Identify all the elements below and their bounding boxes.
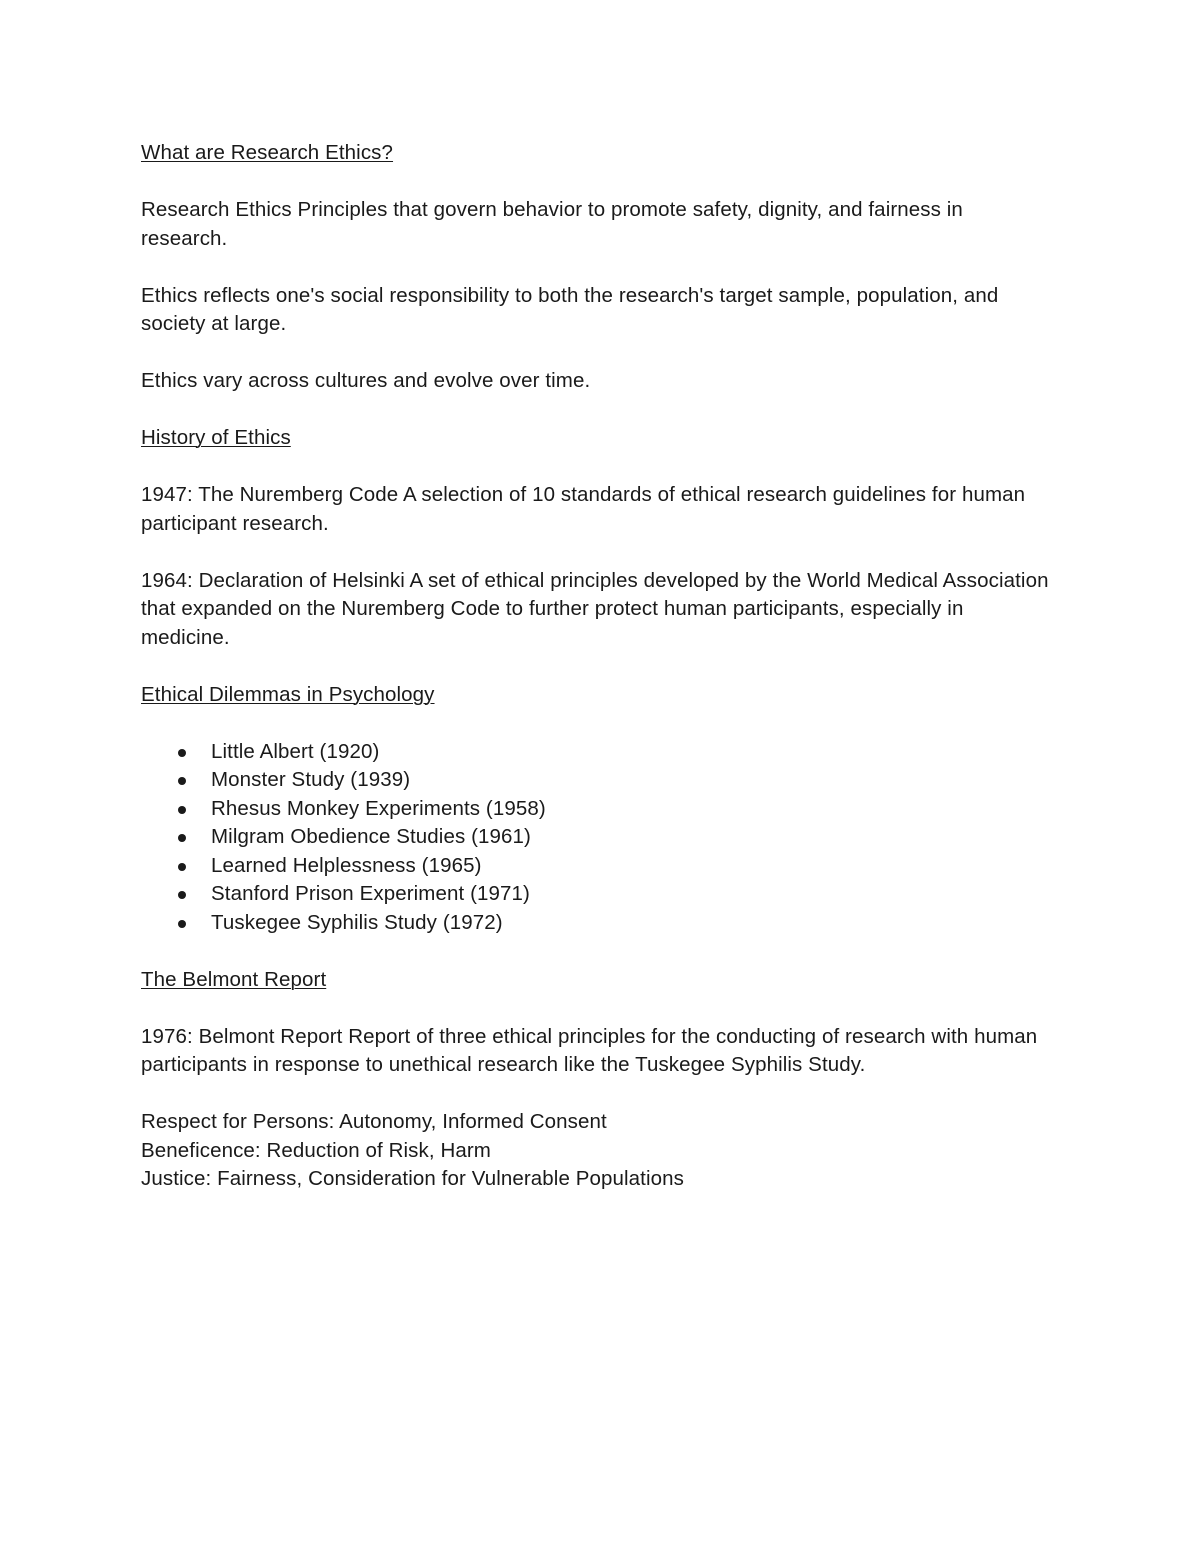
list-item (141, 766, 1051, 795)
list-item (141, 823, 1051, 852)
list-item-text: Milgram Obedience Studies (1961) (211, 825, 531, 848)
paragraph-ethics-vary: Ethics vary across cultures and evolve over time. (141, 369, 591, 392)
list-item (141, 852, 1051, 881)
bullet-icon (178, 834, 186, 842)
section-heading-research-ethics: What are Research Ethics? (141, 141, 394, 164)
list-item (141, 795, 1051, 824)
principle-respect-for-persons: Respect for Persons: Autonomy, Informed Consent (141, 1110, 607, 1133)
bullet-icon (178, 891, 186, 899)
dilemmas-list (141, 738, 1051, 938)
principle-beneficence: Beneficence: Reduction of Risk, Harm (141, 1138, 491, 1162)
section-heading-history: History of Ethics (141, 426, 291, 449)
list-item-text: Stanford Prison Experiment (1971) (211, 882, 530, 905)
list-item-text: Tuskegee Syphilis Study (1972) (211, 910, 503, 934)
paragraph-belmont-report: 1976: Belmont Report Report of three ethical principles for the conducting of research with human participants in response to unethical research like the Tuskegee Syphilis Study. (141, 1024, 1038, 1076)
paragraph-social-responsibility: Ethics reflects one's social responsibility to both the research's target sample, population, and society at large. (141, 283, 999, 335)
list-item (141, 909, 1051, 938)
paragraph-nuremberg-code: 1947: The Nuremberg Code A selection of 10 standards of ethical research guidelines for human participant research. (141, 483, 1026, 535)
document-page (141, 139, 1051, 1194)
list-item-text: Monster Study (1939) (211, 768, 411, 791)
paragraph-research-ethics-definition: Research Ethics Principles that govern behavior to promote safety, dignity, and fairness in research. (141, 198, 963, 250)
section-heading-belmont: The Belmont Report (141, 967, 327, 991)
section-heading-dilemmas: Ethical Dilemmas in Psychology (141, 682, 435, 706)
list-item (141, 738, 1051, 767)
bullet-icon (178, 806, 186, 814)
bullet-icon (178, 749, 186, 757)
list-item-text: Rhesus Monkey Experiments (1958) (211, 796, 546, 820)
paragraph-helsinki: 1964: Declaration of Helsinki A set of ethical principles developed by the World Medical Association that expanded on the Nuremberg Code to further protect human participants, especially in medicine. (141, 568, 1049, 649)
bullet-icon (178, 920, 186, 928)
bullet-icon (178, 863, 186, 871)
principle-justice: Justice: Fairness, Consideration for Vulnerable Populations (141, 1167, 684, 1190)
bullet-icon (178, 777, 186, 785)
list-item-text: Little Albert (1920) (211, 739, 380, 763)
list-item (141, 880, 1051, 909)
list-item-text: Learned Helplessness (1965) (211, 853, 482, 877)
